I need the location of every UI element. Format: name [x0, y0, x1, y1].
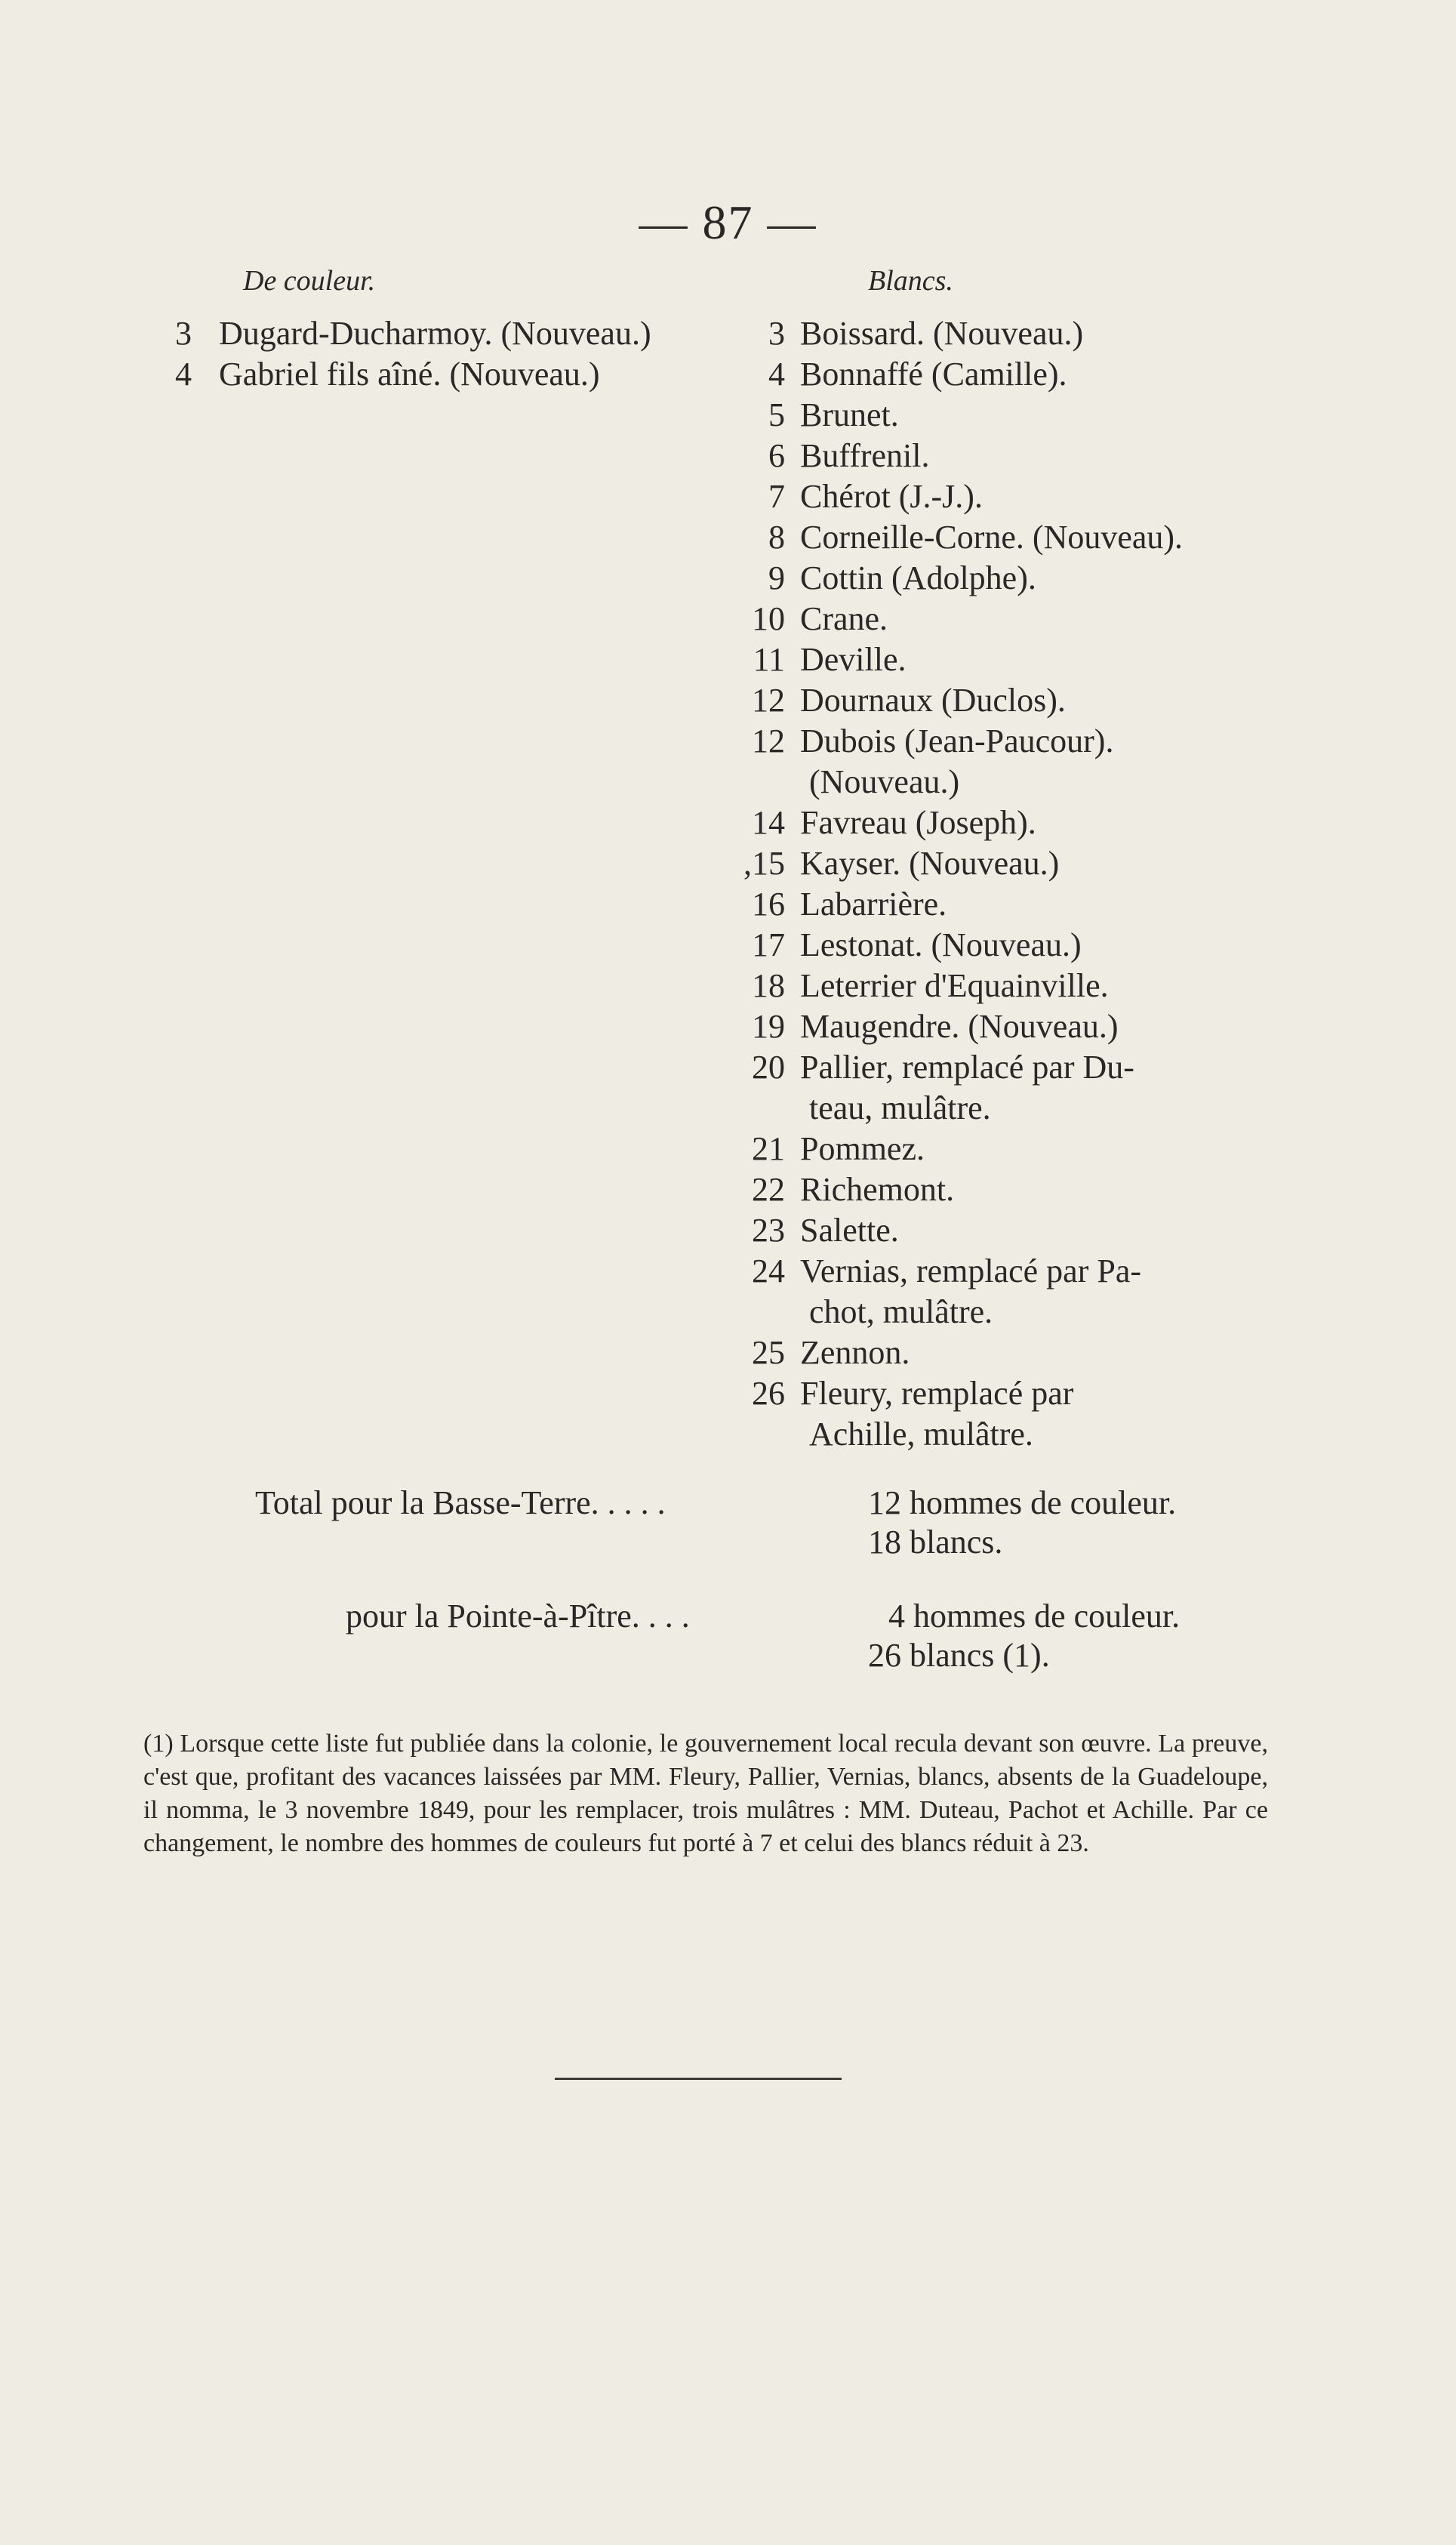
blancs-entry: [710, 1047, 1291, 1129]
entry-line: Gabriel fils aîné. (Nouveau.): [219, 356, 600, 393]
entry-number: 19: [752, 1008, 785, 1045]
list-blancs: [710, 313, 1291, 1455]
entry-number: 18: [752, 967, 785, 1004]
entry-line: Cottin (Adolphe).: [800, 559, 1036, 596]
entry-name: [800, 680, 1291, 721]
entry-number: 23: [752, 1212, 785, 1249]
entry-line: Maugendre. (Nouveau.): [800, 1008, 1119, 1045]
entry-number: 14: [752, 804, 785, 841]
entry-number: 16: [752, 886, 785, 923]
entry-number: 22: [752, 1171, 785, 1208]
entry-line: Richemont.: [800, 1171, 955, 1208]
blancs-entry: [710, 395, 1291, 436]
entry-line: Fleury, remplacé par: [800, 1375, 1074, 1412]
blancs-entry: [710, 1006, 1291, 1047]
entry-line: Leterrier d'Equainville.: [800, 967, 1109, 1004]
entry-number: 9: [768, 559, 785, 596]
entry-name: [800, 354, 1291, 395]
entry-name: [800, 395, 1291, 436]
blancs-entry: [710, 843, 1291, 884]
blancs-entry: [710, 354, 1291, 395]
blancs-entry: [710, 313, 1291, 354]
entry-name: [800, 558, 1291, 599]
entry-line: Brunet.: [800, 396, 899, 433]
blancs-entry: [710, 517, 1291, 558]
entry-number: 4: [175, 356, 192, 393]
blancs-entry: [710, 436, 1291, 476]
blancs-entry: [710, 1169, 1291, 1210]
blancs-entry: [710, 599, 1291, 639]
blancs-entry: [710, 1210, 1291, 1251]
footnote-text: (1) Lorsque cette liste fut publiée dans la colonie, le gouvernement local recula devant son œuvre. La preuve, c'est que, profitant des vacances laissées par MM. Fleury, Pallier, Vernias, blancs, absents de la Guadeloupe, il nomma, le 3 novembre 1849, pour les remplacer, trois mulâtres : MM. Duteau, Pachot et Achille. Par ce changement, le nombre des hommes de couleurs fut porté à 7 et celui des blancs réduit à 23.: [143, 1730, 1268, 1857]
entry-line: Dubois (Jean-Paucour).: [800, 723, 1114, 759]
de-couleur-entry: [175, 354, 749, 395]
closing-rule: [555, 2078, 842, 2080]
entry-number: 20: [752, 1049, 785, 1086]
entry-name: [800, 1373, 1291, 1455]
blancs-entry: [710, 680, 1291, 721]
entry-name: [800, 639, 1291, 680]
blancs-entry: [710, 721, 1291, 803]
page-number: — 87 —: [639, 196, 817, 249]
total-pointe-a-pitre-label: pour la Pointe-à-Pître. . . .: [346, 1598, 690, 1635]
entry-line: Vernias, remplacé par Pa-: [800, 1252, 1142, 1289]
entry-name: [800, 966, 1291, 1006]
entry-number: 8: [768, 519, 785, 556]
de-couleur-entry: [175, 313, 749, 354]
entry-number: 7: [768, 478, 785, 515]
entry-name: [800, 1333, 1291, 1373]
entry-line: Favreau (Joseph).: [800, 804, 1036, 841]
entry-number: 12: [752, 682, 785, 719]
entry-number: 5: [768, 396, 785, 433]
entry-number: 10: [752, 600, 785, 637]
total-basse-terre-label: Total pour la Basse-Terre. . . . .: [255, 1484, 666, 1521]
entry-number: 3: [768, 315, 785, 352]
entry-name: [800, 1251, 1291, 1333]
entry-line: Deville.: [800, 641, 907, 678]
heading-de-couleur: De couleur.: [243, 265, 376, 297]
blancs-entry: [710, 803, 1291, 843]
entry-number: 21: [752, 1130, 785, 1167]
total-basse-terre-blancs: 18 blancs.: [868, 1524, 1003, 1561]
entry-line: Corneille-Corne. (Nouveau).: [800, 519, 1184, 556]
entry-name: [800, 1210, 1291, 1251]
entry-name: [800, 436, 1291, 476]
entry-line: Crane.: [800, 600, 888, 637]
entry-continuation-line: Achille, mulâtre.: [809, 1416, 1033, 1453]
entry-line: Chérot (J.-J.).: [800, 478, 983, 515]
blancs-entry: [710, 966, 1291, 1006]
entry-line: Buffrenil.: [800, 437, 930, 474]
entry-line: Zennon.: [800, 1334, 910, 1371]
entry-name: [800, 1129, 1291, 1169]
entry-number: ,15: [743, 845, 785, 882]
entry-line: Pommez.: [800, 1130, 925, 1167]
entry-line: Salette.: [800, 1212, 899, 1249]
entry-line: Dournaux (Duclos).: [800, 682, 1066, 719]
entry-name: [800, 925, 1291, 966]
entry-number: 3: [175, 315, 192, 352]
entry-name: [219, 354, 749, 395]
total-pointe-a-pitre-couleur: 4 hommes de couleur.: [888, 1598, 1180, 1635]
entry-name: [800, 803, 1291, 843]
total-pointe-a-pitre-blancs: 26 blancs (1).: [868, 1637, 1050, 1674]
entry-name: [800, 721, 1291, 803]
entry-name: [800, 517, 1291, 558]
entry-number: 17: [752, 926, 785, 963]
entry-number: 4: [768, 356, 785, 393]
entry-name: [800, 1169, 1291, 1210]
footnote: [143, 1727, 1268, 1860]
entry-number: 12: [752, 723, 785, 759]
blancs-entry: [710, 884, 1291, 925]
entry-line: Boissard. (Nouveau.): [800, 315, 1084, 352]
entry-name: [800, 313, 1291, 354]
entry-line: Dugard-Ducharmoy. (Nouveau.): [219, 315, 651, 352]
blancs-entry: [710, 558, 1291, 599]
entry-continuation-line: teau, mulâtre.: [809, 1089, 991, 1126]
total-basse-terre-couleur: 12 hommes de couleur.: [868, 1484, 1177, 1521]
entry-name: [800, 1047, 1291, 1129]
entry-line: Bonnaffé (Camille).: [800, 356, 1067, 393]
blancs-entry: [710, 1373, 1291, 1455]
entry-name: [800, 843, 1291, 884]
entry-line: Kayser. (Nouveau.): [800, 845, 1060, 882]
blancs-entry: [710, 639, 1291, 680]
entry-continuation-line: chot, mulâtre.: [809, 1293, 993, 1330]
blancs-entry: [710, 476, 1291, 517]
entry-number: 6: [768, 437, 785, 474]
entry-line: Lestonat. (Nouveau.): [800, 926, 1082, 963]
blancs-entry: [710, 1251, 1291, 1333]
entry-number: 24: [752, 1252, 785, 1289]
entry-name: [800, 1006, 1291, 1047]
blancs-entry: [710, 1129, 1291, 1169]
entry-number: 11: [753, 641, 785, 678]
entry-line: Pallier, remplacé par Du-: [800, 1049, 1134, 1086]
blancs-entry: [710, 925, 1291, 966]
entry-line: Labarrière.: [800, 886, 947, 923]
entry-name: [800, 599, 1291, 639]
entry-number: 26: [752, 1375, 785, 1412]
entry-number: 25: [752, 1334, 785, 1371]
blancs-entry: [710, 1333, 1291, 1373]
heading-blancs: Blancs.: [868, 265, 953, 297]
entry-name: [800, 884, 1291, 925]
entry-name: [800, 476, 1291, 517]
entry-name: [219, 313, 749, 354]
list-de-couleur: [175, 313, 749, 395]
entry-continuation-line: (Nouveau.): [809, 763, 960, 800]
